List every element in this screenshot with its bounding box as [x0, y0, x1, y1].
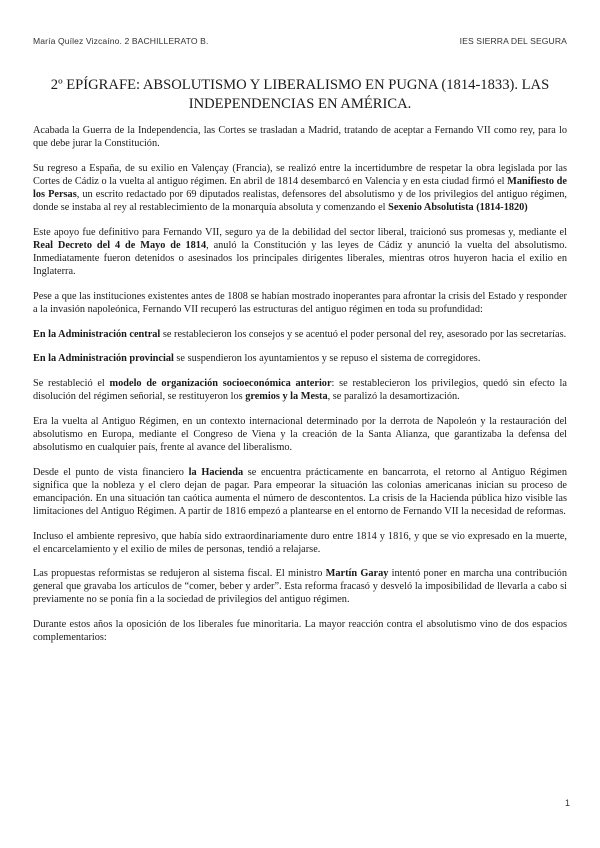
hacienda-bold: la Hacienda — [188, 466, 244, 478]
gremios-mesta-bold: gremios y la Mesta — [245, 390, 328, 402]
paragraph-2 — [33, 162, 567, 214]
administracion-provincial-bold: En la Administración provincial — [33, 353, 174, 365]
paragraph-3-text-1: Este apoyo fue definitivo para Fernando VII, seguro ya de la debilidad del sector liberal, traicionó sus promesas y, mediante el — [33, 226, 567, 238]
paragraph-11-text-2: intentó poner en marcha una contribución general que gravaba los artículos de “comer, beber y arder”. Esta reforma fracasó y desveló la imposibilidad de llevarla a cabo si previamente no se ponía fin a la sociedad de privilegios del antiguo régimen. — [33, 568, 567, 606]
paragraph-7-text-2: : se restablecieron los privilegios, quedó sin efecto la disolución del régimen señorial, se restituyeron los — [33, 377, 567, 402]
real-decreto-bold: Real Decreto del 4 de Mayo de 1814 — [33, 239, 207, 251]
paragraph-3-text-2: , anuló la Constitución y las leyes de Cádiz y anunció la vuelta del absolutismo. Inmediatamente fueron detenidos o asesinados los principales dirigentes liberales, mientras otros huyeron hacia el exilio en Inglaterra. — [33, 239, 567, 278]
paragraph-7-text-1: Se restableció el — [33, 377, 110, 389]
paragraph-9 — [33, 466, 567, 518]
paragraph-2-text-1: Su regreso a España, de su exilio en Valençay (Francia), se realizó entre la incertidumbre de respetar la obra legislada por las Cortes de Cádiz o la vuelta al antiguo régimen. En abril de 1814 desembarcó en Valencia y en esta ciudad firmó el — [33, 162, 567, 187]
sexenio-absolutista-bold: Sexenio Absolutista (1814-1820) — [388, 202, 528, 214]
paragraph-1: Acabada la Guerra de la Independencia, las Cortes se trasladan a Madrid, tratando de aceptar a Fernando VII como rey, para lo que debe jurar la Constitución. — [33, 125, 567, 150]
paragraph-9-text-1: Desde el punto de vista financiero — [33, 466, 189, 478]
paragraph-2-text-2: , un escrito redactado por 69 diputados realistas, defensores del absolutismo y de los privilegios del antiguo régimen, donde se instaba al rey al restablecimiento de la monarquía absoluta y comenzando el — [33, 188, 567, 214]
page-header — [33, 36, 567, 46]
paragraph-3 — [33, 226, 567, 278]
paragraph-4: Pese a que las instituciones existentes antes de 1808 se habían mostrado inoperantes para afrontar la crisis del Estado y responder a la invasión napoleónica, Fernando VII recuperó las estructuras del antiguo régimen en toda su profundidad: — [33, 290, 567, 315]
paragraph-6 — [33, 352, 567, 365]
modelo-organizacion-bold: modelo de organización socioeconómica anterior — [109, 377, 332, 389]
document-body — [33, 124, 567, 656]
header-author: María Quílez Vizcaíno. 2 BACHILLERATO B. — [33, 36, 209, 46]
paragraph-8: Era la vuelta al Antiguo Régimen, en un contexto internacional determinado por la derrota de Napoleón y la restauración del absolutismo en Europa, mediante el Congreso de Viena y la creación de la Santa Alianza, que garantizaba la defensa del absolutismo en cualquier país, frente al avance del liberalismo. — [33, 415, 567, 453]
paragraph-5-text: se restablecieron los consejos y se acentuó el poder personal del rey, asesorado por las secretarías. — [160, 328, 567, 340]
paragraph-7-text-3: , se paralizó la desamortización. — [327, 390, 460, 402]
paragraph-11-text-1: Las propuestas reformistas se redujeron al sistema fiscal. El ministro — [33, 568, 326, 580]
paragraph-11 — [33, 567, 567, 606]
page-number: 1 — [564, 798, 570, 808]
page-title: 2º EPÍGRAFE: ABSOLUTISMO Y LIBERALISMO EN PUGNA (1814-1833). LAS INDEPENDENCIAS EN AMÉRICA. — [50, 77, 550, 112]
paragraph-9-text-2: se encuentra prácticamente en bancarrota, el retorno al Antiguo Régimen significa que la nobleza y el clero dejan de pagar. Para empeorar la situación las colonias americanas inician su proceso de emancipación. En una situación tan caótica aumenta el número de descontentos. La crisis de la Hacienda pública hizo visible las limitaciones del Antiguo Régimen. A partir de 1816 empezó a plantearse en el entorno de Fernando VII la necesidad de reformas. — [33, 466, 567, 517]
paragraph-12: Durante estos años la oposición de los liberales fue minoritaria. La mayor reacción contra el absolutismo vino de dos espacios complementarios: — [33, 619, 567, 644]
paragraph-7 — [33, 377, 567, 403]
manifiesto-persas-bold: Manifiesto de los Persas — [33, 175, 567, 200]
paragraph-10: Incluso el ambiente represivo, que había sido extraordinariamente duro entre 1814 y 1816, y que se vio expresado en la muerte, el encarcelamiento y el exilio de miles de personas, tendió a relajarse. — [33, 530, 567, 555]
header-school: IES SIERRA DEL SEGURA — [459, 36, 567, 46]
administracion-central-bold: En la Administración central — [33, 328, 161, 340]
paragraph-6-text: se suspendieron los ayuntamientos y se repuso el sistema de corregidores. — [173, 353, 481, 365]
paragraph-5 — [33, 328, 567, 341]
martin-garay-bold: Martín Garay — [325, 568, 389, 580]
